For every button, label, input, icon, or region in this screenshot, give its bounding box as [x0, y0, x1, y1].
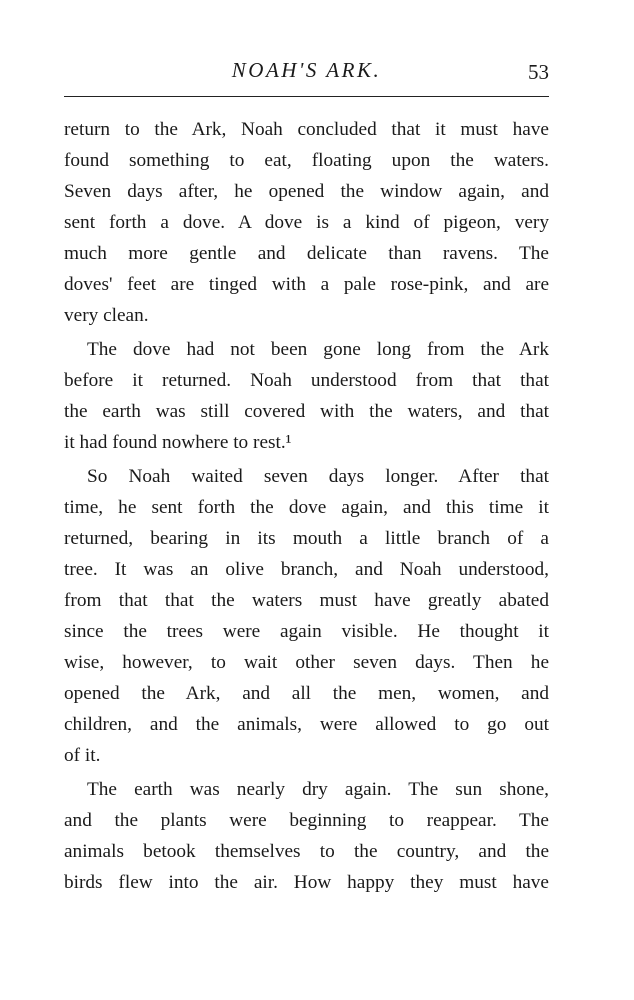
text-line: doves' feet are tinged with a pale rose-pink, and are	[64, 274, 549, 295]
text-line: Seven days after, he opened the window again, and	[64, 181, 549, 202]
body-text	[64, 114, 549, 898]
text-line: time, he sent forth the dove again, and this time it	[64, 497, 549, 518]
text-line: birds flew into the air. How happy they must have	[64, 872, 549, 893]
paragraph	[64, 114, 549, 331]
text-line: much more gentle and delicate than ravens. The	[64, 243, 549, 264]
text-line: So Noah waited seven days longer. After that	[87, 466, 549, 487]
page-number: 53	[528, 60, 549, 84]
text-line: children, and the animals, were allowed to go out	[64, 714, 549, 735]
text-line: before it returned. Noah understood from that that	[64, 370, 549, 391]
text-line: very clean.	[64, 305, 149, 326]
text-line: return to the Ark, Noah concluded that it must have	[64, 119, 549, 140]
text-line: animals betook themselves to the country, and the	[64, 841, 549, 862]
paragraph	[64, 461, 549, 771]
text-line: wise, however, to wait other seven days. Then he	[64, 652, 549, 673]
running-head	[64, 58, 549, 92]
running-title: NOAH'S ARK.	[231, 58, 382, 82]
text-line: sent forth a dove. A dove is a kind of pigeon, very	[64, 212, 549, 233]
text-line: of it.	[64, 745, 101, 766]
header-rule	[64, 96, 549, 97]
paragraph	[64, 774, 549, 898]
text-line: the earth was still covered with the waters, and that	[64, 401, 549, 422]
text-line: The earth was nearly dry again. The sun shone,	[87, 779, 549, 800]
text-line: it had found nowhere to rest.¹	[64, 432, 292, 453]
text-line: The dove had not been gone long from the Ark	[87, 339, 549, 360]
text-line: tree. It was an olive branch, and Noah understood,	[64, 559, 549, 580]
text-line: returned, bearing in its mouth a little branch of a	[64, 528, 549, 549]
text-line: and the plants were beginning to reappear. The	[64, 810, 549, 831]
text-line: opened the Ark, and all the men, women, and	[64, 683, 549, 704]
paragraph	[64, 334, 549, 458]
text-line: found something to eat, floating upon the waters.	[64, 150, 549, 171]
text-line: since the trees were again visible. He thought it	[64, 621, 549, 642]
text-line: from that that the waters must have greatly abated	[64, 590, 549, 611]
